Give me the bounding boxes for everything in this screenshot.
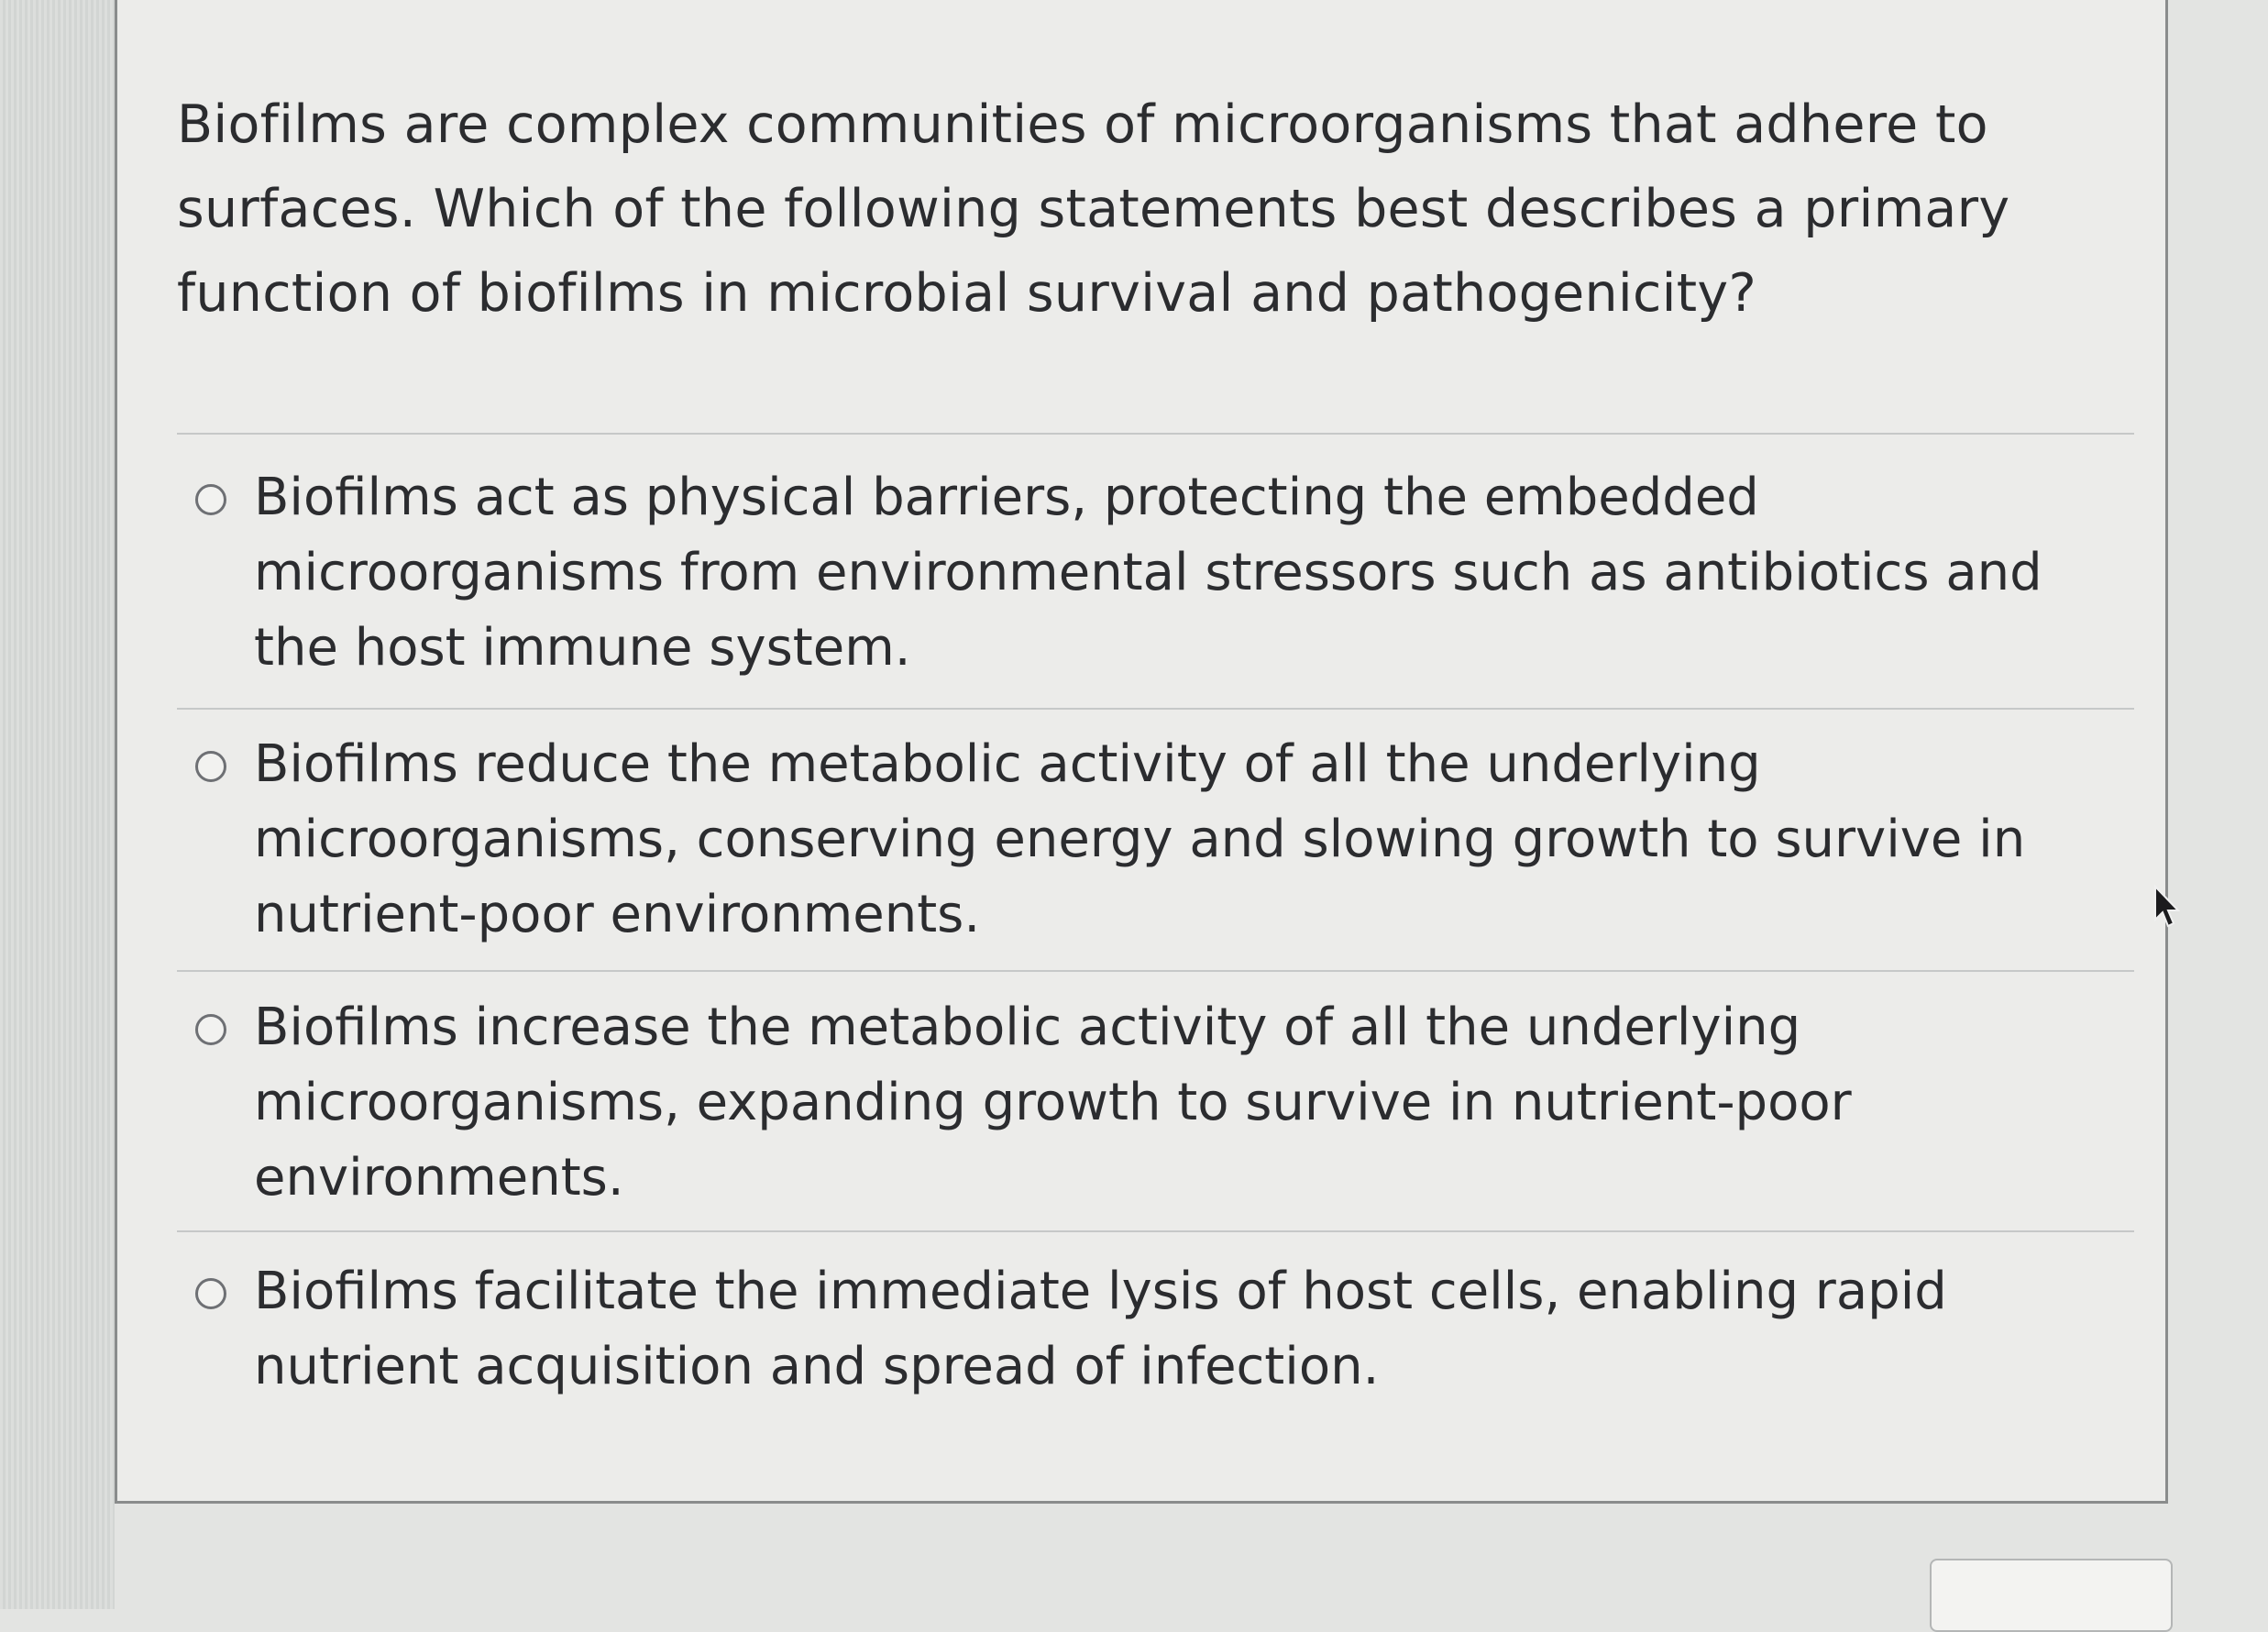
question-text: Biofilms are complex communities of microorganisms that adhere to surfaces. Which of the following statements best describes a primary function of biofilms in microbial survival and pathogenicity? (177, 94, 2010, 324)
radio-circle-icon[interactable] (195, 484, 226, 515)
next-button[interactable] (1930, 1559, 2173, 1632)
answer-option-4[interactable] (195, 1254, 2120, 1405)
answer-label: Biofilms reduce the metabolic activity of all the underlying microorganisms, conserving energy and slowing growth to survive in nutrient-poor environments. (254, 734, 2026, 944)
divider (177, 970, 2134, 972)
answer-option-3[interactable] (195, 990, 2120, 1216)
radio-circle-icon[interactable] (195, 1278, 226, 1309)
mouse-pointer-arrow-icon (2152, 885, 2180, 931)
divider (177, 433, 2134, 435)
answer-label: Biofilms facilitate the immediate lysis of host cells, enabling rapid nutrient acquisition and spread of infection. (254, 1262, 1947, 1396)
answer-label: Biofilms increase the metabolic activity of all the underlying microorganisms, expanding growth to survive in nutrient-poor environments. (254, 998, 1852, 1207)
answer-option-2[interactable] (195, 727, 2120, 953)
radio-circle-icon[interactable] (195, 751, 226, 782)
answer-label: Biofilms act as physical barriers, protecting the embedded microorganisms from environmental stressors such as antibiotics and the host immune system. (254, 468, 2042, 678)
divider (177, 708, 2134, 710)
left-margin (0, 0, 115, 1609)
radio-circle-icon[interactable] (195, 1014, 226, 1045)
question-card (115, 0, 2168, 1504)
answer-option-1[interactable] (195, 460, 2120, 686)
divider (177, 1230, 2134, 1232)
